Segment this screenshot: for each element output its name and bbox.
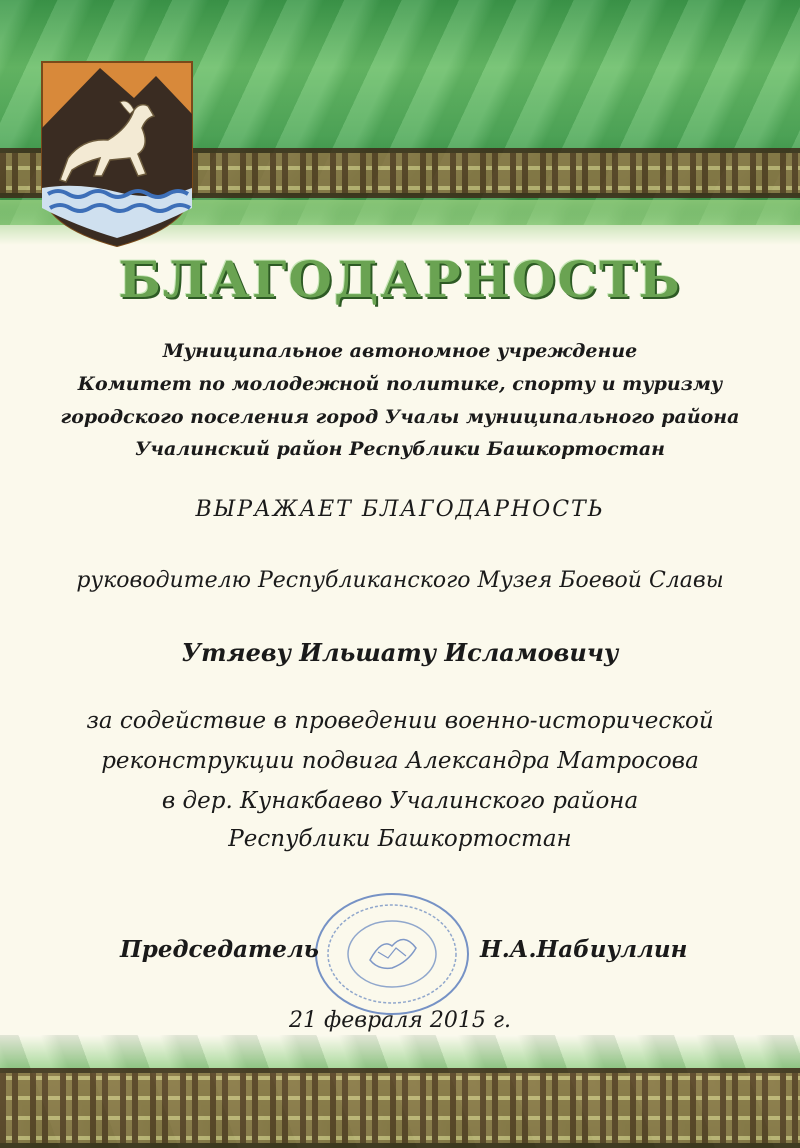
issue-date: 21 февраля 2015 г. <box>289 1008 511 1033</box>
reason-line: Республики Башкортостан <box>228 826 572 852</box>
signatory-role: Председатель <box>120 936 319 963</box>
reason-line: в дер. Кунакбаево Учалинского района <box>161 788 639 814</box>
horse-coat-of-arms-icon <box>38 58 196 248</box>
organization-line: городского поселения город Учалы муниципального района <box>60 406 740 428</box>
recipient-name: Утяеву Ильшату Исламовичу <box>181 638 619 667</box>
organization-line: Комитет по молодежной политике, спорту и туризму <box>77 373 723 395</box>
reason-line: реконструкции подвига Александра Матросова <box>101 748 699 774</box>
round-seal-icon <box>312 890 472 1018</box>
certificate-title: БЛАГОДАРНОСТЬ <box>118 250 682 309</box>
reason-line: за содействие в проведении военно-исторической <box>86 708 714 734</box>
expresses-gratitude-line: ВЫРАЖАЕТ БЛАГОДАРНОСТЬ <box>195 497 605 522</box>
organization-line: Муниципальное автономное учреждение <box>162 340 638 362</box>
bottom-ornament-border <box>0 1068 800 1148</box>
signatory-name: Н.А.Набиуллин <box>480 936 688 963</box>
organization-line: Учалинский район Республики Башкортостан <box>134 438 666 460</box>
recipient-position: руководителю Республиканского Музея Боевой Славы <box>76 568 724 593</box>
